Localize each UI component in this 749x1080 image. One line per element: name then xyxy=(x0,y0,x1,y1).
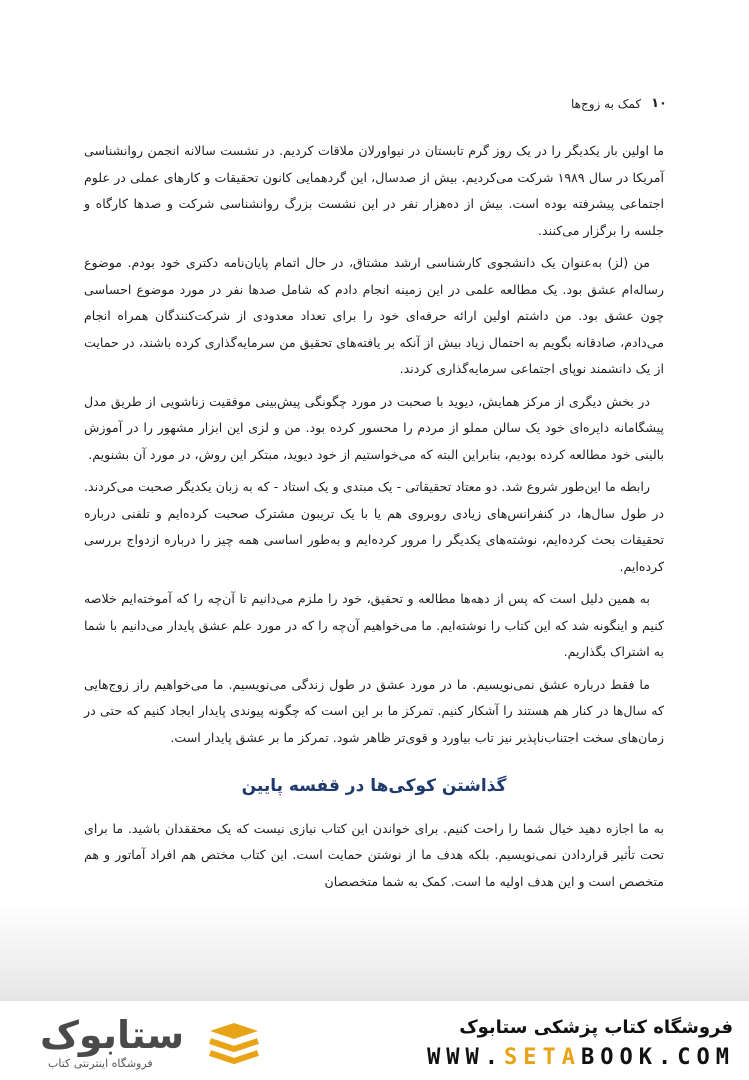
paragraph: رابطه ما این‌طور شروع شد. دو معتاد تحقیقاتی - یک مبتدی و یک استاد - که به زبان یکدیگر صحبت می‌کردند. در طول سال‌ها، در کنفرانس‌های زیادی روبروی هم یا با یک تریبون مشترک صحبت کرده‌ایم و تلفنی درباره تحقیقات بحث کرده‌ایم، نوشته‌های یکدیگر را مرور کرده‌ایم و به‌طور اساسی همه چیز را درباره ازدواج بررسی کرده‌ایم. xyxy=(84,479,664,574)
paragraph: به ما اجازه دهید خیال شما را راحت کنیم. برای خواندن این کتاب نیازی نیست که یک محققدان باشید. ما برای تحت تأثیر قراردادن نمی‌نویسیم. بلکه هدف ما از نوشتن حمایت است. این کتاب مختص هم افراد آماتور و هم متخصص است و این هدف اولیه ما است. کمک به شما متخصصان xyxy=(84,820,664,889)
store-banner xyxy=(0,1000,749,1080)
paragraph: به همین دلیل است که پس از دهه‌ها مطالعه و تحقیق، خود را ملزم می‌دانیم تا آن‌چه را که آموخته‌ایم خلاصه کنیم و اینگونه شد که این کتاب را نوشته‌ایم. ما می‌خواهیم آن‌چه را که در مورد علم عشق پایدار می‌دانیم با شما به اشتراک بگذاریم. xyxy=(84,591,664,659)
page-number: ۱۰ xyxy=(651,96,667,111)
url-accent: SETA xyxy=(504,1045,582,1070)
url-prefix: WWW. xyxy=(427,1045,505,1070)
section-heading: گذاشتن کوکی‌ها در قفسه پایین xyxy=(241,776,507,796)
logo-wordmark: ستابوک xyxy=(40,1013,185,1057)
paragraph: ما فقط درباره عشق نمی‌نویسیم. ما در مورد عشق در طول زندگی می‌نویسیم. ما می‌خواهیم راز زوج‌هایی که سال‌ها در کنار هم هستند را آشکار کنیم. تمرکز ما بر این است که چگونه پیوندی پایدار ایجاد کنیم که حتی در زمان‌های سخت اجتناب‌ناپذیر نیز تاب بیاورد و قوی‌تر ظاهر شود. تمرکز ما بر عشق پایدار است. xyxy=(84,676,664,745)
paragraph: ما اولین بار یکدیگر را در یک روز گرم تابستان در نیواورلان ملاقات کردیم. در نشست سالانه انجمن روانشناسی آمریکا در سال ۱۹۸۹ شرکت می‌کردیم. بیش از صدسال، این گردهمایی کانون تحقیقات و کارهای عملی در علوم اجتماعی پیشرفته بوده است. بیش از ده‌هزار نفر در این نشست بزرگ روانشناسی شرکت و صدها کارگاه و جلسه را برگزار می‌کنند. xyxy=(84,143,665,238)
body-text xyxy=(84,138,664,901)
paragraph: من (لز) به‌عنوان یک دانشجوی کارشناسی ارشد مشتاق، در حال اتمام پایان‌نامه دکتری خود بودم. موضوع رساله‌ام عشق بود. یک مطالعه علمی در این زمینه انجام دادم که شامل صدها نفر در مورد موضوع احساسی چون عشق بود. من داشتم اولین ارائه حرفه‌ای خود را برای تعداد معدودی از شرکت‌کنندگان همراه انجام می‌دادم، صادقانه بگویم به احتمال زیاد بیش از آنکه بر یافته‌های تحقیق من سرمایه‌گذاری کرده باشند، در حمایت از یک دانشمند نوپای اجتماعی سرمایه‌گذاری کردند. xyxy=(84,255,664,376)
page-fade-overlay xyxy=(0,900,749,1000)
paragraph: در بخش دیگری از مرکز همایش، دیوید با صحبت در مورد چگونگی پیش‌بینی موفقیت زناشویی از طریق مدل پیشگامانه دایره‌ای خود یک سالن مملو از مردم را محسور کرده بود. من و لزی این ابزار مشهور را در آموزش بالینی خود مطالعه کرده بودیم، بنابراین البته که می‌خواستیم از خود دیوید، مبتکر این روش، در مورد آن بشنویم. xyxy=(84,393,664,462)
running-head-title: کمک به زوج‌ها xyxy=(571,96,642,111)
running-head xyxy=(82,96,667,111)
store-url[interactable] xyxy=(427,1045,735,1070)
url-suffix: BOOK.COM xyxy=(581,1045,735,1070)
store-logo[interactable] xyxy=(30,1013,290,1073)
logo-tagline: فروشگاه اینترنتی کتاب xyxy=(48,1057,153,1070)
book-stack-icon xyxy=(206,1021,262,1071)
store-name: فروشگاه کتاب پزشکی ستابوک xyxy=(459,1017,733,1038)
